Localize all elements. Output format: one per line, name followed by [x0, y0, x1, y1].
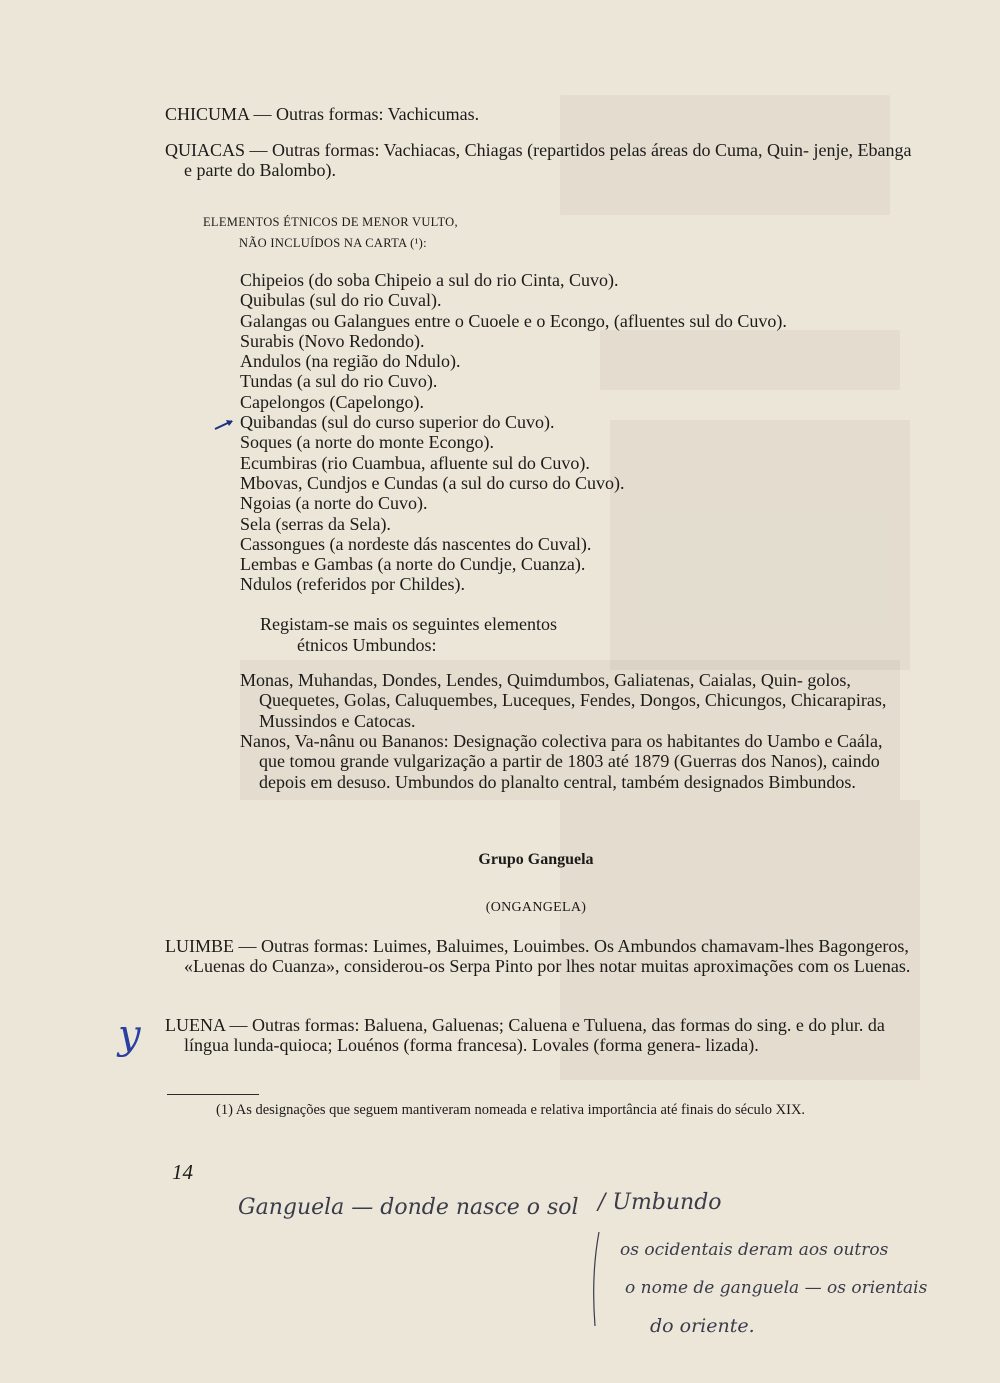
- list-item: Andulos (na região do Ndulo).: [240, 351, 461, 372]
- entry-quiacas: [165, 140, 915, 181]
- handwriting-line-1a: Ganguela — donde nasce o sol: [238, 1195, 579, 1220]
- arrow-mark-icon: [214, 418, 236, 432]
- page-number: 14: [172, 1160, 193, 1184]
- minor-elements-list: [240, 270, 920, 595]
- list-item: Soques (a norte do monte Econgo).: [240, 432, 494, 453]
- footnote-rule: [167, 1094, 259, 1095]
- paragraph-text: Monas, Muhandas, Dondes, Lendes, Quimdumbos, Galiatenas, Caialas, Quin- golos, Quequetes, Golas, Caluquembes, Luceques, Fendes, Dongos, Chicungos, Chicarapiras, Mussindos e Catocas.: [240, 670, 887, 731]
- handwriting-line-3: o nome de ganguela — os orientais: [625, 1278, 928, 1298]
- list-item: Ngoias (a norte do Cuvo).: [240, 493, 428, 514]
- list-item: Sela (serras da Sela).: [240, 513, 391, 534]
- handwriting-line-2: os ocidentais deram aos outros: [620, 1240, 889, 1260]
- margin-mark: y: [118, 1012, 141, 1058]
- list-item: Tundas (a sul do rio Cuvo).: [240, 371, 438, 392]
- paragraph-monas: [240, 670, 912, 731]
- list-item: Quibandas (sul do curso superior do Cuvo).: [240, 412, 555, 433]
- entry-name: QUIACAS: [165, 140, 246, 160]
- entry-name: LUENA: [165, 1015, 225, 1035]
- pencil-bracket-icon: [585, 1230, 605, 1330]
- entry-luimbe: [165, 936, 915, 977]
- registam-line-1: Registam-se mais os seguintes elementos: [260, 614, 557, 634]
- entry-chicuma: [165, 104, 915, 124]
- entry-text: — Outras formas: Luimes, Baluimes, Louimbes. Os Ambundos chamavam-lhes Bagongeros, «Luenas do Cuanza», considerou-os Serpa Pinto por lhes notar muitas aproximações com os Luenas.: [184, 936, 911, 977]
- entry-name: CHICUMA: [165, 104, 250, 124]
- group-title: Grupo Ganguela: [478, 851, 594, 868]
- entry-text: — Outras formas: Vachicumas.: [249, 104, 480, 124]
- entry-text: — Outras formas: Baluena, Galuenas; Caluena e Tuluena, das formas do sing. e do plur. da língua lunda-quioca; Louénos (forma francesa). Lovales (forma genera- lizada).: [184, 1015, 885, 1056]
- list-item: Galangas ou Galangues entre o Cuoele e o Econgo, (afluentes sul do Cuvo).: [240, 310, 787, 331]
- group-subtitle: (ONGANGELA): [485, 900, 587, 915]
- entry-luena: [165, 1015, 915, 1056]
- handwriting-line-4: do oriente.: [650, 1315, 755, 1337]
- entry-text: — Outras formas: Vachiacas, Chiagas (repartidos pelas áreas do Cuma, Quin- jenje, Ebanga e parte do Balombo).: [184, 140, 912, 181]
- list-item: Chipeios (do soba Chipeio a sul do rio Cinta, Cuvo).: [240, 270, 619, 290]
- list-item: Surabis (Novo Redondo).: [240, 330, 425, 351]
- entry-name: LUIMBE: [165, 936, 234, 956]
- registam-line-2: étnicos Umbundos:: [297, 635, 437, 655]
- subheading-line-1: ELEMENTOS ÉTNICOS DE MENOR VULTO,: [203, 215, 458, 229]
- paragraph-text: Nanos, Va-nânu ou Bananos: Designação colectiva para os habitantes do Uambo e Caála, que tomou grande vulgarização a partir de 1803 até 1879 (Guerras dos Nanos), caindo depois em desuso. Umbundos do planalto central, também designados Bimbundos.: [240, 731, 883, 792]
- subheading-line-2: NÃO INCLUÍDOS NA CARTA (¹):: [239, 236, 427, 250]
- list-item: Cassongues (a nordeste dás nascentes do Cuval).: [240, 533, 592, 554]
- list-item: Mbovas, Cundjos e Cundas (a sul do curso do Cuvo).: [240, 472, 625, 493]
- handwriting-line-1b: / Umbundo: [598, 1190, 722, 1215]
- footnote: (1) As designações que seguem mantiveram nomeada e relativa importância até finais do século XIX.: [216, 1102, 806, 1118]
- list-item: Capelongos (Capelongo).: [240, 391, 424, 412]
- list-item: Ecumbiras (rio Cuambua, afluente sul do Cuvo).: [240, 452, 590, 473]
- list-item: Quibulas (sul do rio Cuval).: [240, 290, 442, 311]
- list-item: Ndulos (referidos por Childes).: [240, 574, 465, 595]
- paragraph-nanos: [240, 731, 912, 792]
- list-item: Lembas e Gambas (a norte do Cundje, Cuanza).: [240, 554, 586, 575]
